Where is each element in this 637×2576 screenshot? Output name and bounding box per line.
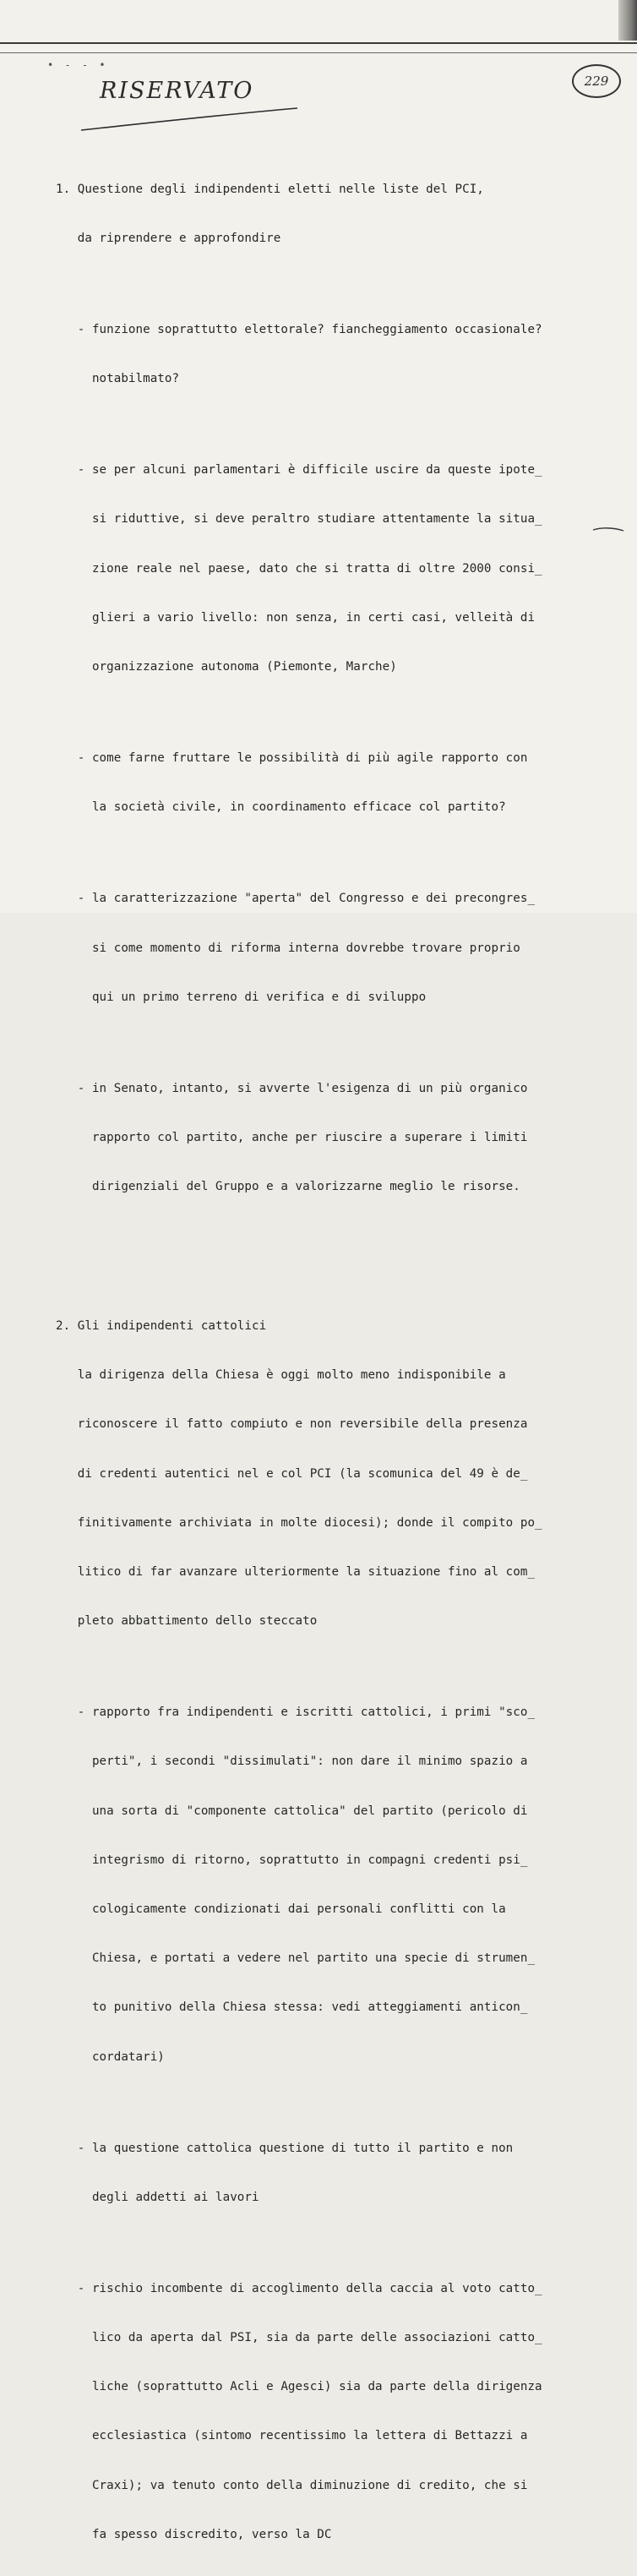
section1-bullet-line: - la caratterizzazione "aperta" del Congresso e dei precongres_	[56, 892, 536, 906]
section2-bullet-line: to punitivo della Chiesa stessa: vedi atteggiamenti anticon_	[56, 2000, 528, 2015]
section2-bullet-line: una sorta di "componente cattolica" del partito (pericolo di	[56, 1804, 528, 1818]
section1-bullet-line: - funzione soprattutto elettorale? fiancheggiamento occasionale?	[56, 323, 542, 337]
section1-bullet-line: organizzazione autonoma (Piemonte, Marche)	[56, 660, 397, 674]
section1-bullet-line: notabilmato?	[56, 372, 180, 386]
top-rule	[0, 42, 637, 44]
section2-bullet-line: lico da aperta dal PSI, sia da parte delle associazioni catto_	[56, 2331, 542, 2345]
binding-edge	[618, 0, 637, 41]
section1-bullet-line: si riduttive, si deve peraltro studiare attentamente la situa_	[56, 512, 542, 527]
section1-heading-line: 1. Questione degli indipendenti eletti nelle liste del PCI,	[56, 182, 484, 196]
section2-bullet-line: integrismo di ritorno, soprattutto in compagni credenti psi_	[56, 1853, 528, 1867]
page-number-stamp: 229	[572, 64, 621, 98]
section2-bullet-line: ecclesiastica (sintomo recentissimo la lettera di Bettazzi a	[56, 2429, 528, 2443]
section2-bullet-line: cordatari)	[56, 2049, 165, 2064]
section2-bullet-line: liche (soprattutto Acli e Agesci) sia da parte della dirigenza	[56, 2380, 542, 2394]
section2-heading-line: litico di far avanzare ulteriormente la situazione fino al com_	[56, 1564, 536, 1579]
section1-bullet-line: - in Senato, intanto, si avverte l'esigenza di un più organico	[56, 1081, 528, 1095]
section1-heading-line: da riprendere e approfondire	[56, 232, 281, 246]
section2-bullet-line: - rapporto fra indipendenti e iscritti cattolici, i primi "sco_	[56, 1706, 536, 1720]
section2-heading-line: pleto abbattimento dello steccato	[56, 1614, 318, 1629]
title-underline	[76, 100, 304, 134]
section1-bullet-line: - come farne fruttare le possibilità di più agile rapporto con	[56, 751, 528, 766]
section1-bullet-line: glieri a vario livello: non senza, in certi casi, velleità di	[56, 610, 536, 625]
handwritten-title: RISERVATO	[100, 78, 254, 104]
punch-marks: • - - •	[47, 59, 108, 71]
section2-bullet-line: fa spesso discredito, verso la DC	[56, 2527, 332, 2541]
section1-bullet-line: rapporto col partito, anche per riuscire a superare i limiti	[56, 1130, 528, 1144]
section1-bullet-line: si come momento di riforma interna dovrebbe trovare proprio	[56, 941, 520, 955]
section2-bullet-line: - rischio incombente di accoglimento della caccia al voto catto_	[56, 2281, 542, 2295]
section2-heading-line: 2. Gli indipendenti cattolici	[56, 1318, 267, 1333]
section1-bullet-line: zione reale nel paese, dato che si tratta di oltre 2000 consi_	[56, 561, 542, 576]
section2-bullet-line: - la questione cattolica questione di tutto il partito e non	[56, 2141, 514, 2155]
document-body	[56, 149, 605, 2576]
section2-heading-line: finitivamente archiviata in molte diocesi); donde il compito po_	[56, 1515, 542, 1530]
section2-bullet-line: perti", i secondi "dissimulati": non dare il minimo spazio a	[56, 1755, 528, 1769]
section2-bullet-line: Chiesa, e portati a vedere nel partito una specie di strumen_	[56, 1951, 536, 1966]
section1-bullet-line: la società civile, in coordinamento efficace col partito?	[56, 800, 506, 815]
section2-heading-line: la dirigenza della Chiesa è oggi molto meno indisponibile a	[56, 1368, 506, 1383]
section1-bullet-line: dirigenziali del Gruppo e a valorizzarne meglio le risorse.	[56, 1180, 520, 1194]
section1-bullet-line: qui un primo terreno di verifica e di sviluppo	[56, 990, 427, 1004]
section2-bullet-line: Craxi); va tenuto conto della diminuzione di credito, che si	[56, 2478, 528, 2492]
section2-bullet-line: cologicamente condizionati dai personali conflitti con la	[56, 1902, 506, 1916]
section2-heading-line: riconoscere il fatto compiuto e non reversibile della presenza	[56, 1417, 528, 1432]
top-rule-thin	[0, 52, 637, 53]
section2-bullet-line: degli addetti ai lavori	[56, 2190, 259, 2204]
section1-bullet-line: - se per alcuni parlamentari è difficile uscire da queste ipote_	[56, 463, 542, 478]
section2-heading-line: di credenti autentici nel e col PCI (la scomunica del 49 è de_	[56, 1466, 528, 1481]
